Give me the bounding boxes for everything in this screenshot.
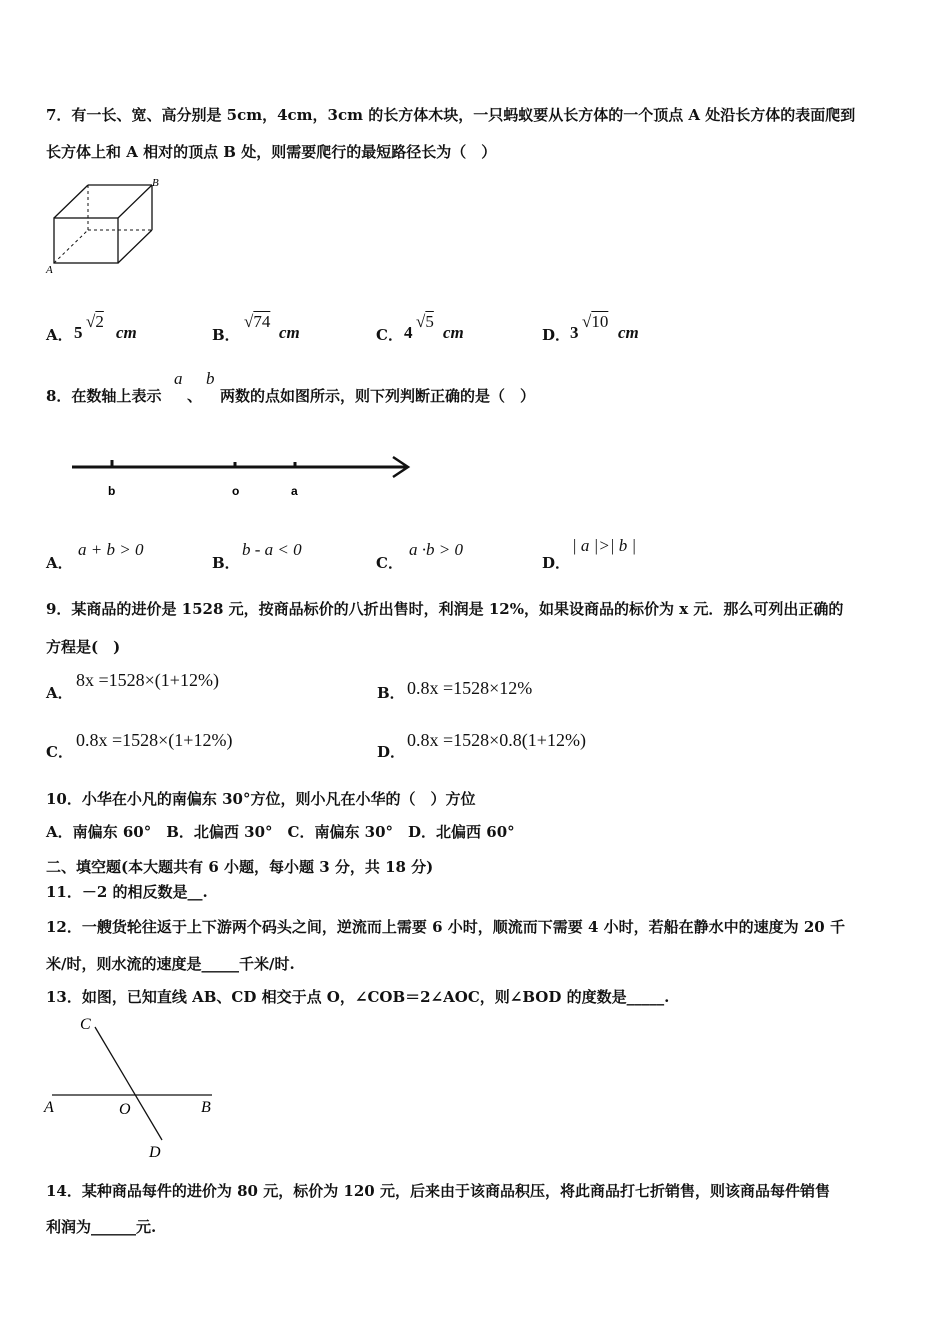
q7-line1: 7．有一长、宽、高分别是 5cm，4cm，3cm 的长方体木块，一只蚂蚁要从长方体的一个顶点 A 处沿长方体的表面爬到 [46, 106, 856, 124]
q9-option-b-expr: 0.8x =1528×12% [407, 678, 533, 698]
q14-line2: 利润为______元. [46, 1218, 157, 1236]
q7-option-d-letter: D． [542, 326, 571, 344]
cuboid-label-a: A [46, 264, 53, 275]
label-d: D [149, 1144, 161, 1161]
q7-option-a-letter: A． [46, 326, 73, 344]
sqrt-symbol-d: √10 [582, 312, 609, 331]
q8-options [46, 536, 666, 574]
q10-text: 10．小华在小凡的南偏东 30°方位，则小凡在小华的（ ）方位 [46, 790, 476, 808]
q7-option-b-unit: cm [279, 323, 300, 342]
q13-text: 13．如图，已知直线 AB、CD 相交于点 O，∠COB＝2∠AOC，则∠BOD 的度数是_____. [46, 988, 670, 1006]
q12-line2: 米/时，则水流的速度是_____千米/时. [46, 955, 295, 973]
q7-option-b-rad: 74 [253, 312, 271, 331]
axis-label-o: o [232, 484, 240, 498]
q8-option-b-letter: B． [212, 554, 240, 572]
q8-option-d-letter: D． [542, 554, 571, 572]
q9-option-c-letter: C． [46, 743, 73, 761]
q9-option-a-expr: 8x =1528×(1+12%) [76, 670, 219, 690]
q14-line1: 14．某种商品每件的进价为 80 元，标价为 120 元，后来由于该商品积压，将此商品打七折销售，则该商品每件销售 [46, 1182, 830, 1200]
q8-var-b: b [206, 369, 215, 388]
q7-options [46, 308, 666, 348]
section-2-header: 二、填空题(本大题共有 6 小题，每小题 3 分，共 18 分) [46, 858, 434, 876]
sqrt-symbol-b: √74 [244, 312, 271, 331]
q7-option-d-rad: 10 [591, 312, 609, 331]
q7-option-c-coef: 4 [404, 323, 413, 342]
q7-option-c-rad: 5 [425, 312, 434, 331]
q8-var-a: a [174, 369, 183, 388]
q12-line1: 12．一艘货轮往返于上下游两个码头之间，逆流而上需要 6 小时，顺流而下需要 4 小时，若船在静水中的速度为 20 千 [46, 918, 845, 936]
q7-option-c-letter: C． [376, 326, 403, 344]
label-b: B [201, 1099, 211, 1116]
q9-option-d-letter: D． [377, 743, 406, 761]
q9-line2: 方程是( ) [46, 638, 121, 656]
q8-option-b-expr: b - a < 0 [242, 540, 302, 559]
q7-option-a-coef: 5 [74, 323, 83, 342]
axis-label-a: a [291, 484, 298, 498]
q7-option-d-coef: 3 [570, 323, 579, 342]
q8-option-a-expr: a + b > 0 [78, 540, 144, 559]
q9-option-a-letter: A． [46, 684, 73, 702]
q11-text: 11．－2 的相反数是__. [46, 883, 208, 901]
intersecting-lines-figure [40, 1012, 230, 1162]
sqrt-symbol-c: √5 [416, 312, 434, 331]
q7-option-a-unit: cm [116, 323, 137, 342]
label-a: A [44, 1099, 54, 1116]
q8-option-c-letter: C． [376, 554, 403, 572]
label-c: C [80, 1016, 91, 1033]
number-line-figure [66, 450, 420, 502]
q7-option-a-rad: 2 [95, 312, 104, 331]
q8-suffix: 两数的点如图所示，则下列判断正确的是（ ） [220, 387, 536, 405]
q9-option-d-expr: 0.8x =1528×0.8(1+12%) [407, 730, 586, 750]
q7-option-b-letter: B． [212, 326, 240, 344]
axis-label-b: b [108, 484, 116, 498]
q8-prefix: 8．在数轴上表示 [46, 387, 162, 405]
q8-option-c-expr: a ·b > 0 [409, 540, 463, 559]
label-o: O [119, 1101, 131, 1118]
cuboid-label-b: B [152, 177, 159, 189]
q9-option-b-letter: B． [377, 684, 405, 702]
q7-option-c-unit: cm [443, 323, 464, 342]
q9-line1: 9．某商品的进价是 1528 元，按商品标价的八折出售时，利润是 12%，如果设商品的标价为 x 元．那么可列出正确的 [46, 600, 844, 618]
cuboid-figure [44, 175, 169, 275]
q8-option-a-letter: A． [46, 554, 73, 572]
q8-option-d-expr: | a |>| b | [572, 536, 637, 555]
q8-sep: 、 [187, 387, 203, 405]
q10-options[interactable]: A．南偏东 60° B．北偏西 30° C．南偏东 30° D．北偏西 60° [46, 823, 515, 841]
q7-option-d-unit: cm [618, 323, 639, 342]
sqrt-symbol-a: √2 [86, 312, 104, 331]
q9-option-c-expr: 0.8x =1528×(1+12%) [76, 730, 233, 750]
q7-line2: 长方体上和 A 相对的顶点 B 处，则需要爬行的最短路径长为（ ） [46, 143, 497, 161]
